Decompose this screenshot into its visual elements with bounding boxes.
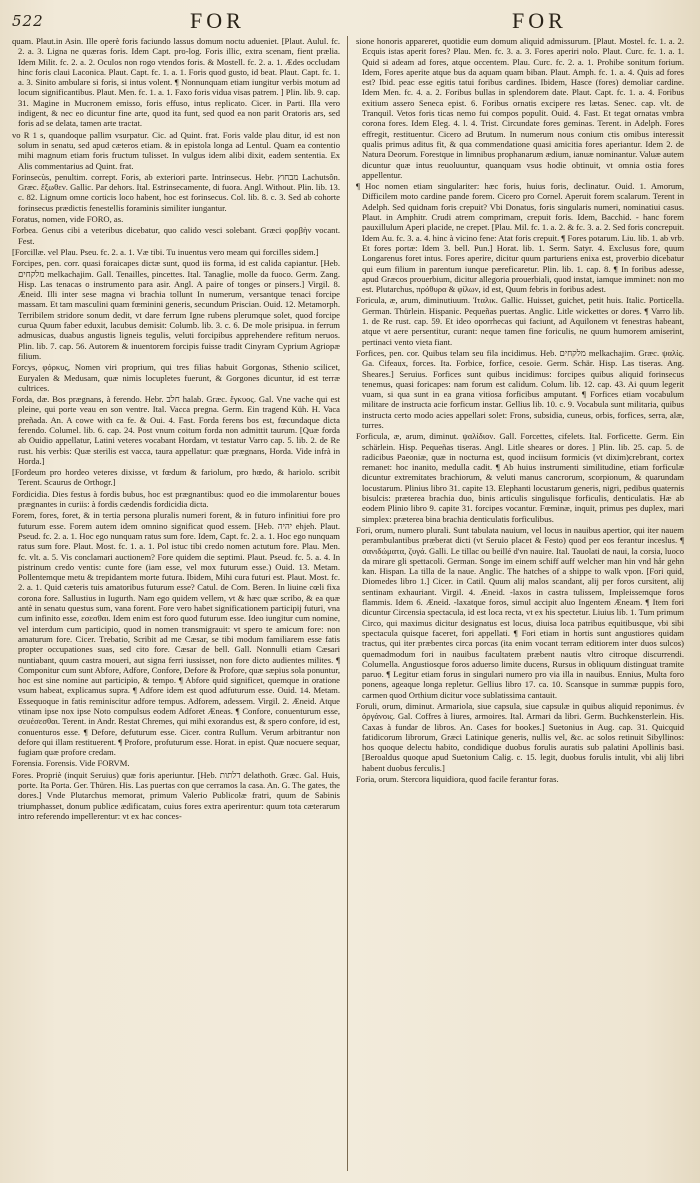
page-number: 522 bbox=[12, 12, 44, 30]
dictionary-entry: [Forcillæ. vel Plau. Pseu. fc. 2. a. 1. Væ tibi. Tu inuentus vero meam qui forcilles sidem.] bbox=[12, 246, 319, 257]
page-header bbox=[0, 8, 700, 36]
dictionary-entry: Forensia. Forensis. Vide FORVM. bbox=[12, 758, 130, 769]
dictionary-entry: Fores. Propriè (inquit Seruius) quæ foris aperiuntur. [Heb. דלתות delathoth. Græc. Gal. Huis, porte. Ita Porta. Ger. Thüren. His. Las puertas con que cerramos la casa. An. G. The gates, the dores.] Vnde Plutarchus memorat, primum Valerio Publicolæ fratri, quum de Sabinis triumphasset, donum publice ædificatam, cuius fores extra aperirentur: quum tota cæterarum intro referendo impellerentur: vt ex hac conces- bbox=[12, 769, 340, 821]
dictionary-entry: Forda, dæ. Bos prægnans, à ferendo. Hebr. חלב halab. Græc. ἔγκυος. Gal. Vne vache qui est pleine, qui porte veau en son ventre. Ital. Vacca pregna. Germ. Ein tragend Küh. H. Vaca preñada. An. A cowe with ca fe. & Oui. 4. Fast. Forda ferens bos est, fœcundaque dicta ferendo. Columel. lib. 6. cap. 24. Post vnum coitum forda non admittit taurum. [Quæ forda ab Ouidio appellatur, Latini veteres vocabant Hordam, vt testatur Varro cap. 5. lib. 2. de Re rust. his verbis: Quæ sterilis est vacca, taura appellatur: quæ prægnans, Horda. Vide infrà in Horda.] bbox=[12, 394, 340, 466]
dictionary-entry: Foria, orum. Stercora liquidiora, quod facile ferantur foras. bbox=[356, 774, 559, 785]
running-head-right: FOR bbox=[512, 8, 567, 33]
dictionary-entry: Foratus, nomen, vide FORO, as. bbox=[12, 214, 124, 225]
dictionary-entry: Forfices, pen. cor. Quibus telam seu fila incidimus. Heb. מלקחים melkachajim. Græc. ψαλίς. Ga. Cifeaux, forces. Ita. Forbice, forfice, cesoie. Germ. Schär. Hisp. Las tiseras. Ang. Sheares.] Seruius. Forfices sunt quibus incidimus: forcipes quibus aliquid forinsecus tenemus, quasi foricapes: nam forum est calidum. Colum. lib. 12. cap. 43. Ai quum legerit vuam, si qua sunt in ea grana vitiosa forficibus amputant. ¶ Forfices etiam vocabulum militare de instructa acie forficum instar. Gellius lib. 10. c. 9. Vocabula sunt militaria, quibus instructa certo modo acies appellari solet: Frons, subsidia, cuneus, orbis, forfices, serra, alæ, turres. bbox=[356, 347, 684, 430]
dictionary-entry: Forcipes, pen. corr. quasi foraicapes dictæ sunt, quod iis forma, id est calida capiantur. [Heb. מלקחים melkachajim. Gall. Tenailles, pincettes. Ital. Tanaglie, molle da fuoco. Germ. Zang. Hisp. Las tenacas o instrumento para asir. Angl. A paire of tonges or pinsers.] Virgil. 8. Æneid. Illi inter sese magna vi brachia tollunt In numerum, versantque tenaci forcipe massam. Et tam masculini quam fœminini generis, secundum Priscian. Ouid. 12. Metamorph. Terribilem stridore sonum dedit, vt dare ferrum Igne rubens plerumque solet, quod forcipe curua Quum faber eduxit, lacubus demisit: Columb. lib. 3. c. 6. De mole prisipua. in ferrum admusicas, duabus angustis ligneis tegulis, veluti forcipibus apprehendere refitum neruos. Plin. lib. 7. cap. 56. Autorem & inuentorem forcipis fuisse tradit Cinyram Cyprium Agriopæ filium. bbox=[12, 258, 340, 361]
dictionary-entry: Forficula, æ, arum, diminut. ψαλίδιον. Gall. Forcettes, cifelets. Ital. Forficette. Germ. Ein schärlein. Hisp. Pequeñas tiseras. Angl. Litle sheares or dores. ] Plin. lib. 25. cap. 5. de radicibus Paeoniæ, quæ in nocturna est, quod inciisum formicis (vt dixim)crebrant, cortex remanet: hoc inanito, medulla cadit. ¶ Ab huius instrumenti similitudine, etiam forficulæ dicuntur extremitates brachiorum, & veluti manus cancrorum, scorpionum, & quarundam locustarum. Plinius libro 31. capite 13. Elephanti locustarum generis, nigri, pedibus quaternis bisulcis: præterea brachia duo, binis articulis singulisque forficulis, denticulatis. Hæ ab eodem Plinio libro 9. capite 31. forcipes vocantur. Fœminæ, inquit, primus pes duplex, mari simplex: præterea bina brachia denticulatis forficulibus. bbox=[356, 431, 684, 524]
dictionary-entry: sione honoris appareret, quotidie eum domum aliquid admissurum. [Plaut. Mostel. fc. 1. a. 2. Ecquis istas aperit fores? Plau. Men. fc. 3. a. 3. Fores aperiri nolo. Plaut. Curc. fc. 1. a. 1. Quid si adeam ad fores, atque occentem. Plau. Curc. fc. 2. a. 1. Prohibe sonitum forium. Idem, Fores aperite atque bus da aquam quam biban. Plaut. Amph. fc. 1. a. 4. Quis ad fores est? Ibid. peac esse egitis tatui foribus cardines. Ibidem, Hasce (fores) demoliar cardine. Idem Men. fc. 4. a. 2. Foribus bullas in splendorem date. Plaut. Capt. fc. 1. a. 4. Foribus exitium assero Seneca epist. 6. Foribus ornatis excipere res lætas. Senec. cap. vlt. de Tranquil. Vetos foris ticas nemo fui compos populit. Ouid. 4. Fast. Et tegat ornatas vmbra corona fores. Idem Eleg. 4. l. 4. Trist. Circundate fores geminas. Terent. in Adelph. Fores effregit, restituentur. Cicero ad Brutum. In numerum nous conium ctis omibus interessit qualis primus aditus fit, & qua commendatione quasi amicitia fores aperiantur. Idem 2. de Natura Deorum. Forestque in limnibus prophanarum ædium, ianuæ nominantur. Valuæ autem dicuntur quæ intus reuoluuntur, quanquam vsus hodie obtinuit, vt omnia ostia fores appellentur. bbox=[356, 36, 684, 180]
dictionary-entry: Forem, fores, foret, & in tertia persona pluralis numeri forent, & in futuro infinitiui fore pro futurum esse. Forem autem idem omnino significat quod essem. [Heb. יהיה ehjeh. Plaut. Pseud. fc. 2. a. 1. Hoc ego nunquam ratus sum fore. Idem, Capt. fc. 2. a. 1. Hoc ego nunquam ratus sum fore. Plaut. Most. fc. 1. a. 1. Pol istuc tibi credo nomen actutum fore. Plau. Men. fc. vlt. a. 5. Vis conclamari auctionem? Fore quidem die septimi. Plaut. Pseud. fc. 5. a. 4. In pistrinum credo ventis: cunte fore (iam esse, vel mox futurum esse.) Ouid. 13. Metam. Pollentemque metu & trepidantem morte futura. Ibidem, Mihi cura futuri est. Plaut. Most. fc. 2. a. 1. Quid cæteris tuis amatoribus futurum esse? Catul. de Com. Beren. In liuine cœli fixa corona fore. Sallustius in Iugurth. Nam ego quidem vellem, vt & hæc quæ scribo, & ea quæ antè in senatu questus sum, vana forent. Fore vero habet significationem participij futuri, vna cum infinito esse, εσεσθαι. Idem enim est foro quod futurum esse. Ideo iungitur cum nomine, vel interdum cum participio, quod in nomen transmigrauit: vt spero te amicum fore: non amaturum fore. Cicer. Trebatio, Scribit ad me Cæsar, se tibi modum familiarem esse fatis propter occupationes suas, sed cito fore. Cæsar de bell. Gall. Nonnulli etiam Cæsari nuntiabant, quum castra moueri, aut signa ferri iussisset, non fore dicto audientes milites. ¶ Componitur cum sunt Abfore, Adfore, Confore, Defore & Profore, quæ sæpius sola ponuntur, hoc est sine nomine aut participio, & tempo. ¶ Abfore quid significet, quemque in oratione vsum habeat, explicamus supra. ¶ Adfore idem est quod adfuturum esse. Ouid. 14. Metam. Essequoque in fatis reminiscitur adfore tempus. Adforem, adessem. Virgil. 2. Æneid. Atque vtinam ipse nox ipse Noto compulsus eodem Adforet Æneas. ¶ Confore, conuenturum esse, σευέσεσθαι. Terent. in Andr. Restat Chremes, qui mihi exorandus est, & spero confore, id est, conuenturos esse. ¶ Defore, defuturum esse. Cicer. contra Rullum. Verum arbitrantur non defore qui illam restituerent. ¶ Profore, profuturum esse. Horat. in epist. Quæ nocuere sequar, fugiam quæ profore credam. bbox=[12, 510, 340, 758]
dictionary-entry: Fori, orum, numero plurali. Sunt tabulata nauium, vel locus in nauibus apertior, qui iter nauem perambulantibus præberat dicti (vt Seruio placet & Festo) quod per eos ferantur inceslus. ¶ σανιδώματα, ζυγά. Galli. Le tillac ou beillé d'vn nauire. Ital. Tauolati de naui, la corsia, luoco da mirare gli spettacoli. German. Songe im einem schiff auff welcher man hin vnd hår gehn kan. Hispan. La tilla de la naue. Anglic. The hatches of a shippe to walk vpon. [Fori quid, Diomedes libro 1.] Cicer. in Catil. Quum alij malos scandant, alij per foros cursitent, alij sentinam exhauriant. Virgil. 4. Æneid. -laxos in castra tulissem, Impleissemque foros flammis. Idem 6. Æneid. -laxatque foros, simul accipit aluo Ingentem Æneam. ¶ Item fori dicuntur Circensia spectacula, id est loca recta, vt ex his spectetur. Liuius lib. 1. Tum primum Circo, qui maximus dicitur designatus est locus, diuisa loca patribus equitibusque, vbi sibi spectacula quisque faceret, fori appellati. ¶ Fori etiam in hortis sunt angustiores quidam tractus, qui iter præbentes circa porcas (ita enim vocant terram editiorem inter duos sulcos) quemadmodum fori in nauibus facultatem præbent nautis vltro citroque discurrendi. Columella. Angustiosque foros aduerso limite ducens, Rursus in obliquum distinguat tramite paruo. ¶ Legitur etiam forus in singulari numero pro via illa in nauibus. Ennius, Multa foro ponens, ageaque longa repletur. Gellius libro 17. ca. 10. Scansque in summæ puppis foro, carmen quod Orthium dicitur voce sublatissima cantauit. bbox=[356, 524, 684, 700]
dictionary-entry: quam. Plaut.in Asin. Ille operè foris faciundo lassus domum noctu adueniet. [Plaut. Aulul. fc. 2. a. 3. Ligna ne quæras foris. Idem Capt. pro-log. Foris illic, extra scenam, fient prælia. Idem Milit. fc. 2. a. 2. Oculos non rogo vtendos foris. & Mostell. fc. 2. a. 1. Ædes occludam hinc foris claui Laconica. Plaut. Capt. fc. 1. a. 1. Foris quod gusto, id beat. Plaut. Capt. fc. 1. a. 3. Sinito ambulare si foris, si intus volent. ¶ Nonnunquam etiam iungitur verbis motum ad locum significantibus. Plaut. Men. fc. 1. a. 1. Faxo foris vidua visas patrem. ] Plin. lib. 9. cap. 31. Magine in Mucronem emisso, foris effuso, intus replicato. Cicer. in Parti. Illa vero indigent, & nec eo dicuntur fine arte, quod ita funt, sed quod ea non parit Oratoris ars, sed foris ad se delata, tamen arte tractat. bbox=[12, 36, 340, 129]
dictionary-entry: Forinsecùs, penultim. corrept. Foris, ab exteriori parte. Intrinsecus. Hebr. מבחוץ Lachutsôn. Græc. ἔξωθεν. Gallic. Par dehors. Ital. Estrinsecamente, di fuora. Angl. Without. Plin. lib. 13. c. 82. Lignum omne corticis loco habent, hoc est forinsecus. Col. lib. 8. c. 3. Sed ab cohorte forinsecus prædictis fenestellis foraminis similiter iungantur. bbox=[12, 171, 340, 213]
dictionary-entry: Foricula, æ, arum, diminutiuum. Ἰταλικ. Gallic. Huisset, guichet, petit huis. Italic. Porticella. German. Thürlein. Hispanic. Pequeñas puertas. Anglic. Litle wickettes or dores. ¶ Varro lib. 1. de Re rust. cap. 59. Et ideo oporrhecas qui faciunt, ad Aquilonem vt fenestras habeant, atque vt aere persentitur, curant: neque tamen fine foriculis, ne quum humorem amiserint, pertinaci vento vieta fiant. bbox=[356, 295, 684, 347]
dictionary-entry: vo R 1 s, quandoque pallim vsurpatur. Cic. ad Quint. frat. Foris valde plau ditur, id est non solum in senatu, sed apud cæteros etiam. & in epistola longa ad Lentul. Quam ea contentio mihi magnum etiam foris fructum tulisset. In vulgus idem alibi dixit, eadem sententia. Ex Alis commentarius ad Quint. frat. bbox=[12, 129, 340, 171]
left-column bbox=[12, 36, 340, 1176]
dictionary-entry: Foruli, orum, diminut. Armariola, siue capsula, siue capsulæ in quibus aliquid reponimus. ἐν ὀργάνοις. Gal. Coffres à liures, armoires. Ital. Armari da libri. Germ. Buchkensterlein. His. Caxas à fundar de libros. An. Cases for bookes.] Suetonius in Aug. cap. 31. Quicquid fatidicorum librorum, Græci Latinique generis, nullis vel, &c. ac solos retinuit Sibyllinos: hos quoque delectu habito, condidique duobus forulis auratis sub palatini Apollinis basi. [Beroaldus quoque apud Suetonium Calig. c. 15. legit, duobus forulis intulit, vbi alij libri habent duobus ferculis.] bbox=[356, 701, 684, 773]
dictionary-entry: Forcys, φόρκυς, Nomen viri proprium, qui tres filias habuit Gorgonas, Sthenio scilicet, Euryalen & Medusam, quæ nimis locupletes fuerunt, & Gorgones dicuntur, id est terræ cultrices. bbox=[12, 362, 340, 393]
dictionary-entry: Fordicidia. Dies festus à fordis bubus, hoc est prægnantibus: quod eo die immolarentur boues prægnantes in curiis: à fordis cædendis fordicidia dicta. bbox=[12, 488, 340, 510]
dictionary-entry: Forbea. Genus cibi a veteribus dicebatur, quo calido vesci solebant. Græci φορβὴν vocant. Fest. bbox=[12, 225, 340, 246]
running-head-left: FOR bbox=[190, 8, 245, 33]
dictionary-entry: [Fordeum pro hordeo veteres dixisse, vt fœdum & fariolum, pro hœdo, & hariolo. scribit Terent. Scaurus de Orthogr.] bbox=[12, 467, 340, 488]
right-column bbox=[356, 36, 684, 1176]
column-divider bbox=[347, 36, 348, 1171]
dictionary-entry: ¶ Hoc nomen etiam singulariter: hæc foris, huius foris, declinatur. Ouid. 1. Amorum, Difficilem moto cardine pande forem. Cicero pro Cornel. Aperuit forem scalarum. Terent in Adelph. Sed quidnam foris crepuit? Vbi Donatus, foris singularis numeri, nominatiui casus. Plaut. in Amphitr. Crudi atrem comprimam, crepuit foris. Idem, Bacchid. - hanc forem pauxillulum Aperi placide, ne crepet. [Plau. Mil. fc. 1. a. 2. & fc. 3. a. 2. Sed foris concrepuit. Idem Au. fc. 3. a. 4. hinc à vicino fene: Atat foris crepuit. ¶ Fores potarum. Liu. lib. 1. ab vrb. Et fores portæ: Idem 3. bell. Pun.] Horat. lib. 1. Serm. Satyr. 4. Exclusus fore, quum Longarenus foret intus. Fores aperire, dicitur quum parturiens enixa est, proverbio dicebatur qui eum filium in parentum iunque pæreficaretur. Plin. lib. 1. cap. 8. ¶ In foribus adesse, apud Græcos prouerbium, dicitur allegoria prouerbiali, quod instat, iamque imminet: non mo est. Plutarchus, πρόθυρα & φίλων, id est, Quum febris in foribus adest. bbox=[356, 181, 684, 295]
